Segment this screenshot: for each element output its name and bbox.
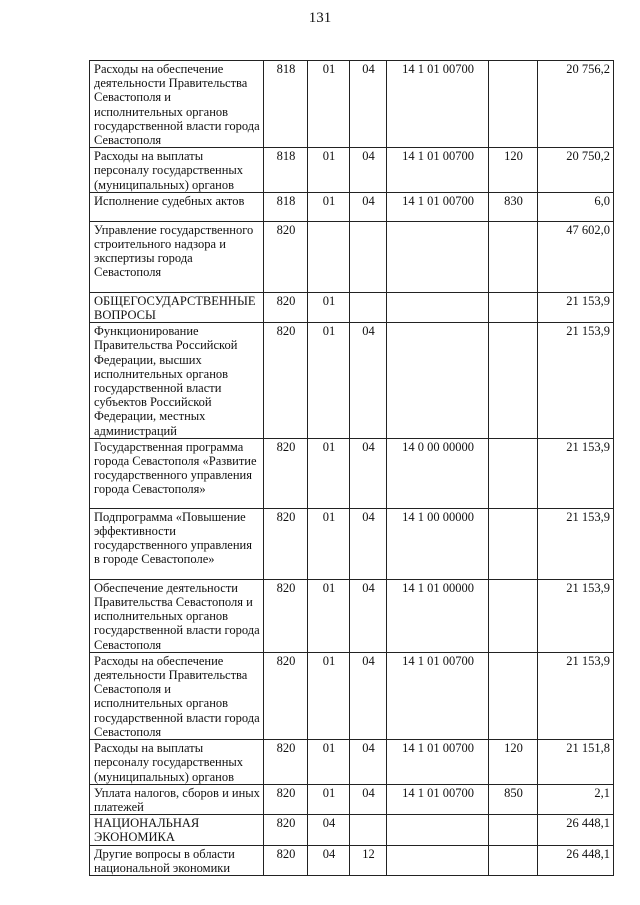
subsection-code-cell: 04 bbox=[350, 784, 387, 814]
table-row bbox=[90, 845, 614, 875]
target-article-cell: 14 1 01 00700 bbox=[387, 652, 489, 739]
table-row bbox=[90, 784, 614, 814]
item-name-cell: Расходы на выплаты персоналу государственных (муниципальных) органов bbox=[90, 740, 264, 785]
subsection-code-cell: 04 bbox=[350, 740, 387, 785]
table-row bbox=[90, 652, 614, 739]
table-row bbox=[90, 148, 614, 193]
subsection-code-cell: 04 bbox=[350, 192, 387, 221]
expense-type-cell bbox=[489, 221, 538, 292]
section-code-cell: 01 bbox=[308, 508, 350, 579]
table-row bbox=[90, 438, 614, 508]
table-row bbox=[90, 508, 614, 579]
ministry-code-cell: 820 bbox=[264, 652, 308, 739]
amount-cell: 26 448,1 bbox=[538, 845, 614, 875]
table-row bbox=[90, 292, 614, 322]
expense-type-cell: 850 bbox=[489, 784, 538, 814]
subsection-code-cell bbox=[350, 292, 387, 322]
item-name-cell: ОБЩЕГОСУДАРСТВЕННЫЕ ВОПРОСЫ bbox=[90, 292, 264, 322]
ministry-code-cell: 818 bbox=[264, 192, 308, 221]
section-code-cell: 01 bbox=[308, 740, 350, 785]
target-article-cell: 14 1 01 00000 bbox=[387, 579, 489, 652]
section-code-cell: 01 bbox=[308, 148, 350, 193]
target-article-cell: 14 1 01 00700 bbox=[387, 784, 489, 814]
subsection-code-cell: 04 bbox=[350, 61, 387, 148]
target-article-cell bbox=[387, 845, 489, 875]
item-name-cell: Функционирование Правительства Российской Федерации, высших исполнительных органов государственной власти субъектов Российской Федерации, местных администраций bbox=[90, 323, 264, 439]
section-code-cell: 01 bbox=[308, 784, 350, 814]
amount-cell: 21 151,8 bbox=[538, 740, 614, 785]
item-name-cell: Подпрограмма «Повышение эффективности государственного управления в городе Севастополе» bbox=[90, 508, 264, 579]
amount-cell: 47 602,0 bbox=[538, 221, 614, 292]
budget-table bbox=[89, 60, 614, 876]
ministry-code-cell: 820 bbox=[264, 845, 308, 875]
item-name-cell: НАЦИОНАЛЬНАЯ ЭКОНОМИКА bbox=[90, 815, 264, 845]
target-article-cell: 14 1 01 00700 bbox=[387, 192, 489, 221]
amount-cell: 20 750,2 bbox=[538, 148, 614, 193]
table-row bbox=[90, 740, 614, 785]
subsection-code-cell: 12 bbox=[350, 845, 387, 875]
expense-type-cell bbox=[489, 292, 538, 322]
ministry-code-cell: 818 bbox=[264, 148, 308, 193]
section-code-cell: 01 bbox=[308, 61, 350, 148]
subsection-code-cell: 04 bbox=[350, 148, 387, 193]
ministry-code-cell: 820 bbox=[264, 292, 308, 322]
target-article-cell: 14 1 01 00700 bbox=[387, 148, 489, 193]
amount-cell: 21 153,9 bbox=[538, 438, 614, 508]
table-row bbox=[90, 323, 614, 439]
target-article-cell: 14 0 00 00000 bbox=[387, 438, 489, 508]
section-code-cell: 01 bbox=[308, 192, 350, 221]
subsection-code-cell: 04 bbox=[350, 323, 387, 439]
ministry-code-cell: 820 bbox=[264, 508, 308, 579]
subsection-code-cell: 04 bbox=[350, 579, 387, 652]
expense-type-cell bbox=[489, 579, 538, 652]
item-name-cell: Расходы на обеспечение деятельности Правительства Севастополя и исполнительных органов государственной власти города Севастополя bbox=[90, 61, 264, 148]
ministry-code-cell: 820 bbox=[264, 579, 308, 652]
amount-cell: 6,0 bbox=[538, 192, 614, 221]
target-article-cell bbox=[387, 221, 489, 292]
amount-cell: 20 756,2 bbox=[538, 61, 614, 148]
amount-cell: 21 153,9 bbox=[538, 579, 614, 652]
ministry-code-cell: 820 bbox=[264, 221, 308, 292]
ministry-code-cell: 820 bbox=[264, 438, 308, 508]
amount-cell: 21 153,9 bbox=[538, 652, 614, 739]
target-article-cell: 14 1 01 00700 bbox=[387, 740, 489, 785]
item-name-cell: Расходы на обеспечение деятельности Правительства Севастополя и исполнительных органов государственной власти города Севастополя bbox=[90, 652, 264, 739]
table-row bbox=[90, 221, 614, 292]
expense-type-cell: 120 bbox=[489, 148, 538, 193]
table-row bbox=[90, 61, 614, 148]
ministry-code-cell: 820 bbox=[264, 740, 308, 785]
amount-cell: 2,1 bbox=[538, 784, 614, 814]
item-name-cell: Исполнение судебных актов bbox=[90, 192, 264, 221]
table-row bbox=[90, 579, 614, 652]
section-code-cell: 01 bbox=[308, 292, 350, 322]
target-article-cell bbox=[387, 815, 489, 845]
amount-cell: 26 448,1 bbox=[538, 815, 614, 845]
section-code-cell: 01 bbox=[308, 579, 350, 652]
item-name-cell: Уплата налогов, сборов и иных платежей bbox=[90, 784, 264, 814]
item-name-cell: Управление государственного строительного надзора и экспертизы города Севастополя bbox=[90, 221, 264, 292]
expense-type-cell bbox=[489, 323, 538, 439]
ministry-code-cell: 820 bbox=[264, 784, 308, 814]
expense-type-cell bbox=[489, 438, 538, 508]
ministry-code-cell: 820 bbox=[264, 323, 308, 439]
target-article-cell bbox=[387, 323, 489, 439]
amount-cell: 21 153,9 bbox=[538, 508, 614, 579]
item-name-cell: Государственная программа города Севастополя «Развитие государственного управления города Севастополя» bbox=[90, 438, 264, 508]
section-code-cell: 01 bbox=[308, 323, 350, 439]
subsection-code-cell: 04 bbox=[350, 652, 387, 739]
subsection-code-cell: 04 bbox=[350, 438, 387, 508]
ministry-code-cell: 820 bbox=[264, 815, 308, 845]
section-code-cell: 04 bbox=[308, 845, 350, 875]
expense-type-cell bbox=[489, 845, 538, 875]
item-name-cell: Обеспечение деятельности Правительства Севастополя и исполнительных органов государственной власти города Севастополя bbox=[90, 579, 264, 652]
section-code-cell: 01 bbox=[308, 652, 350, 739]
amount-cell: 21 153,9 bbox=[538, 292, 614, 322]
expense-type-cell bbox=[489, 508, 538, 579]
subsection-code-cell: 04 bbox=[350, 508, 387, 579]
amount-cell: 21 153,9 bbox=[538, 323, 614, 439]
table-row bbox=[90, 815, 614, 845]
target-article-cell: 14 1 01 00700 bbox=[387, 61, 489, 148]
expense-type-cell bbox=[489, 61, 538, 148]
subsection-code-cell bbox=[350, 815, 387, 845]
expense-type-cell: 830 bbox=[489, 192, 538, 221]
expense-type-cell: 120 bbox=[489, 740, 538, 785]
item-name-cell: Расходы на выплаты персоналу государственных (муниципальных) органов bbox=[90, 148, 264, 193]
section-code-cell: 04 bbox=[308, 815, 350, 845]
item-name-cell: Другие вопросы в области национальной экономики bbox=[90, 845, 264, 875]
section-code-cell bbox=[308, 221, 350, 292]
page-number: 131 bbox=[308, 10, 332, 26]
table-row bbox=[90, 192, 614, 221]
budget-table-body bbox=[90, 61, 614, 876]
subsection-code-cell bbox=[350, 221, 387, 292]
target-article-cell: 14 1 00 00000 bbox=[387, 508, 489, 579]
target-article-cell bbox=[387, 292, 489, 322]
ministry-code-cell: 818 bbox=[264, 61, 308, 148]
expense-type-cell bbox=[489, 652, 538, 739]
section-code-cell: 01 bbox=[308, 438, 350, 508]
expense-type-cell bbox=[489, 815, 538, 845]
